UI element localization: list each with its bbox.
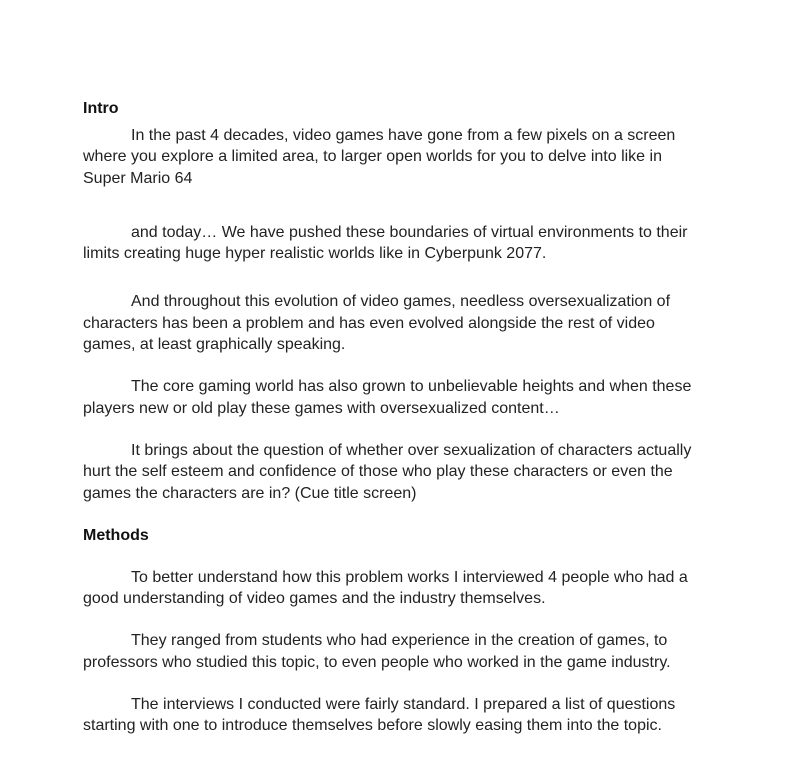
intro-paragraph-1: In the past 4 decades, video games have gone from a few pixels on a screen where you explore a limited area, to larger open worlds for you to delve into like in Super Mario 64 [83,127,676,187]
intro-heading: Intro [83,100,119,117]
document-page [83,98,703,737]
methods-paragraph-2: They ranged from students who had experience in the creation of games, to professors who studied this topic, to even people who worked in the game industry. [83,632,671,671]
intro-paragraph-3: And throughout this evolution of video games, needless oversexualization of characters has been a problem and has even evolved alongside the rest of video games, at least graphically speaking. [83,293,671,354]
methods-paragraph-3: The interviews I conducted were fairly standard. I prepared a list of questions starting with one to introduce themselves before slowly easing them into the topic. [83,696,676,735]
intro-paragraph-4: The core gaming world has also grown to unbelievable heights and when these players new or old play these games with oversexualized content… [83,378,692,417]
intro-paragraph-2: and today… We have pushed these boundaries of virtual environments to their limits creating huge hyper realistic worlds like in Cyberpunk 2077. [83,223,688,263]
methods-paragraph-1: To better understand how this problem works I interviewed 4 people who had a good understanding of video games and the industry themselves. [83,568,688,608]
intro-paragraph-5: It brings about the question of whether over sexualization of characters actually hurt the self esteem and confidence of those who play these characters or even the games the characters are in? (Cue title screen) [83,441,692,502]
methods-heading: Methods [83,526,149,544]
